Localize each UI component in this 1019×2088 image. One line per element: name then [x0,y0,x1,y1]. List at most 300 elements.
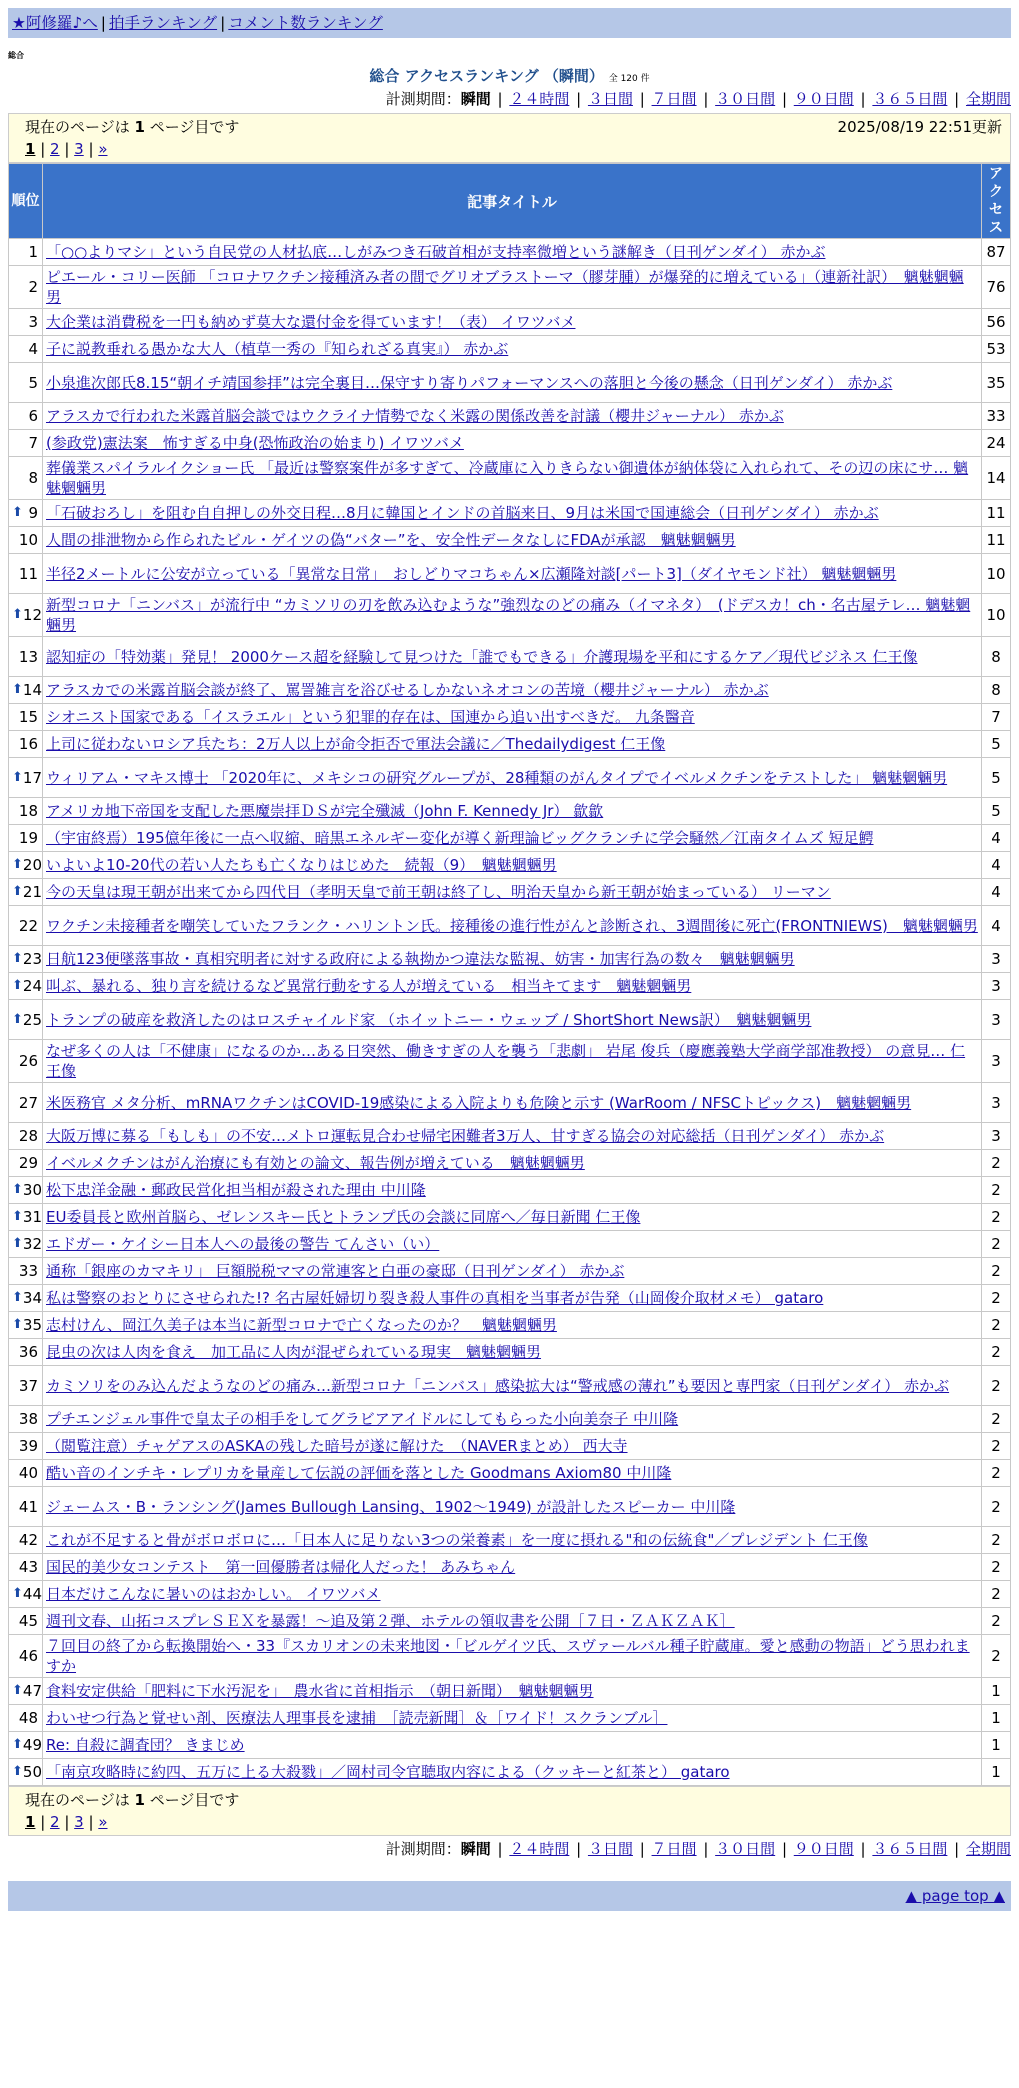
rank-up-arrow-icon: ⬆ [12,978,23,993]
rank-number: 48 [18,1709,38,1727]
rank-number: 10 [18,531,38,549]
access-count: 2 [982,1433,1011,1460]
period-bottom-option[interactable]: ２４時間 [509,1840,570,1858]
rank-cell [9,1678,43,1705]
table-row [9,1487,1011,1527]
rank-number: 9 [28,504,38,522]
rank-cell [9,1312,43,1339]
table-row [9,731,1011,758]
title-cell [43,1732,982,1759]
table-row [9,500,1011,527]
access-count: 1 [982,1705,1011,1732]
title-cell [43,266,982,309]
article-link[interactable]: 日本だけこんなに暑いのはおかしい。 イワツバメ [46,1585,381,1603]
rank-cell [9,1000,43,1040]
article-link[interactable]: 認知症の「特効薬」発見！ 2000ケース超を経験して見つけた「誰でもできる」介護現場を平和にするケア／現代ビジネス 仁王像 [46,647,918,666]
table-row [9,554,1011,594]
rank-cell [9,1083,43,1123]
title-cell [43,1231,982,1258]
article-link[interactable]: ジェームス・B・ランシング(James Bullough Lansing、1902～1949) が設計したスピーカー 中川隆 [46,1497,736,1516]
rank-number: 12 [22,606,42,624]
category-tag: 総合 [8,51,24,60]
table-row [9,1258,1011,1285]
article-link[interactable]: 葬儀業スパイラルイクショー氏 「最近は警察案件が多すぎて、冷蔵庫に入りきらない御遺体が納体袋に入れられて、その辺の床にサ… 魑魅魍魎男 [46,459,969,497]
rank-number: 32 [22,1235,42,1253]
table-row [9,309,1011,336]
rank-cell [9,457,43,500]
table-row [9,758,1011,798]
rank-cell [9,906,43,946]
title-cell [43,1177,982,1204]
table-row [9,1527,1011,1554]
article-link[interactable]: エドガー・ケイシー日本人への最後の警告 てんさい（い） [46,1235,440,1253]
title-cell [43,1000,982,1040]
rank-number: 19 [18,829,38,847]
article-link[interactable]: イベルメクチンはがん治療にも有効との論文、報告例が増えている 魑魅魍魎男 [46,1154,585,1172]
title-cell [43,1123,982,1150]
rank-number: 24 [22,977,42,995]
article-link[interactable]: わいせつ行為と覚せい剤、医療法人理事長を逮捕 ［読売新聞］＆［ワイド！スクランブル］ [46,1709,668,1727]
article-link[interactable]: いよいよ10-20代の若い人たちも亡くなりはじめた 続報（9） 魑魅魍魎男 [46,856,557,874]
rank-cell [9,758,43,798]
period-selector-top: 計測期間：瞬間 | ２４時間 | ３日間 | ７日間 | ３０日間 | ９０日間 | ３６５日間 | 全期間 [385,90,1011,108]
article-link[interactable]: 「石破おろし」を阻む自自押しの外交日程…8月に韓国とインドの首脳来日、9月は米国で国連総会（日刊ゲンダイ） 赤かぶ [46,504,879,522]
table-row [9,906,1011,946]
title-cell [43,1406,982,1433]
article-link[interactable]: （閲覧注意）チャゲアスのASKAの残した暗号が遂に解けた （NAVERまとめ） 西大寺 [46,1437,628,1455]
rank-number: 5 [28,373,38,392]
title-header: 記事タイトル [43,164,982,239]
table-row [9,1635,1011,1678]
access-count: 4 [982,906,1011,946]
access-count: 10 [982,594,1011,637]
rank-number: 26 [18,1052,38,1070]
table-row [9,1366,1011,1406]
rank-cell [9,704,43,731]
rank-number: 3 [28,313,38,331]
table-row [9,403,1011,430]
access-count: 56 [982,309,1011,336]
access-count: 2 [982,1406,1011,1433]
table-row [9,430,1011,457]
access-count: 2 [982,1312,1011,1339]
access-count: 76 [982,266,1011,309]
table-row [9,1040,1011,1083]
rank-up-arrow-icon: ⬆ [12,857,23,872]
period-top-option[interactable]: ２４時間 [509,90,570,108]
rank-number: 47 [22,1682,42,1700]
rank-cell [9,239,43,266]
item-count: 全 120 件 [608,74,650,84]
rank-cell [9,594,43,637]
period-top-option[interactable]: 全期間 [965,90,1011,108]
table-row [9,1285,1011,1312]
rank-number: 45 [18,1612,38,1630]
rank-cell [9,1732,43,1759]
period-selector-bottom: 計測期間：瞬間 | ２４時間 | ３日間 | ７日間 | ３０日間 | ９０日間 | ３６５日間 | 全期間 [385,1840,1011,1858]
table-row [9,1554,1011,1581]
title-cell [43,363,982,403]
article-link[interactable]: Re: 自殺に調査団？ きまじめ [46,1736,245,1754]
rank-number: 37 [18,1376,38,1395]
rank-up-arrow-icon: ⬆ [12,884,23,899]
rank-number: 16 [18,735,38,753]
article-link[interactable]: ワクチン未接種者を嘲笑していたフランク・ハリントン氏。接種後の進行性がんと診断され、3週間後に死亡(FRONTNIEWS) 魑魅魍魎男 [46,916,978,935]
table-row [9,879,1011,906]
article-link[interactable]: 大阪万博に募る「もしも」の不安…メトロ運転見合わせ帰宅困難者3万人、甘すぎる協会の対応総括（日刊ゲンダイ） 赤かぶ [46,1127,885,1145]
rank-cell [9,1204,43,1231]
title-cell [43,1460,982,1487]
rank-up-arrow-icon: ⬆ [12,1764,23,1779]
rank-cell [9,336,43,363]
rank-up-arrow-icon: ⬆ [12,1737,23,1752]
ranking-title: 総合 アクセスランキング （瞬間） [369,67,604,85]
rank-cell [9,825,43,852]
rank-cell [9,1705,43,1732]
access-count: 87 [982,239,1011,266]
article-link[interactable]: 大企業は消費税を一円も納めず莫大な還付金を得ています！（表） イワツバメ [46,313,576,331]
rank-number: 7 [28,434,38,452]
title-cell [43,798,982,825]
period-top-option[interactable]: ３日間 [587,90,633,108]
title-cell [43,500,982,527]
table-row [9,527,1011,554]
article-link[interactable]: 松下忠洋金融・郵政民営化担当相が殺された理由 中川隆 [46,1181,426,1199]
rank-number: 6 [28,407,38,425]
period-top-option[interactable]: ７日間 [651,90,697,108]
title-cell [43,239,982,266]
access-count: 4 [982,852,1011,879]
title-cell [43,1083,982,1123]
period-top-option[interactable]: ９０日間 [793,90,854,108]
access-count: 2 [982,1554,1011,1581]
article-link[interactable]: 「南京攻略時に約四、五万に上る大殺戮」／岡村司令官聴取内容による（クッキーと紅茶と） gataro [46,1763,730,1781]
rank-number: 4 [28,340,38,358]
title-cell [43,879,982,906]
rank-cell [9,731,43,758]
rank-number: 30 [22,1181,42,1199]
article-link[interactable]: アメリカ地下帝国を支配した悪魔崇拝ＤＳが完全殲滅（John F. Kennedy Jr） 歙歙 [46,802,604,820]
access-count: 2 [982,1258,1011,1285]
access-count: 8 [982,637,1011,677]
next-page-link[interactable]: » [98,140,108,158]
table-row [9,973,1011,1000]
rank-number: 31 [22,1208,42,1226]
table-row [9,1732,1011,1759]
period-top-option[interactable]: ３０日間 [715,90,776,108]
rank-number: 20 [22,856,42,874]
page-current: 1 [25,1813,36,1831]
rank-number: 8 [28,469,38,487]
article-link[interactable]: ウィリアム・マキス博士 「2020年に、メキシコの研究グループが、28種類のがんタイプでイベルメクチンをテストした」 魑魅魍魎男 [46,768,948,787]
access-count: 4 [982,879,1011,906]
table-row [9,457,1011,500]
title-cell [43,527,982,554]
table-row [9,1460,1011,1487]
article-link[interactable]: シオニスト国家である「イスラエル」という犯罪的存在は、国連から追い出すべきだ。 九条醫音 [46,708,695,726]
access-count: 3 [982,973,1011,1000]
table-row [9,1123,1011,1150]
article-link[interactable]: 酷い音のインチキ・レプリカを量産して伝説の評価を落とした Goodmans Axiom80 中川隆 [46,1464,672,1482]
rank-number: 39 [18,1437,38,1455]
page-info: 現在のページは 1 ページ目です [25,118,240,136]
access-count: 2 [982,1366,1011,1406]
article-link[interactable]: プチエンジェル事件で皇太子の相手をしてグラビアアイドルにしてもらった小向美奈子 中川隆 [46,1410,679,1428]
access-count: 5 [982,731,1011,758]
rank-number: 1 [28,243,38,261]
rank-cell [9,1339,43,1366]
article-link[interactable]: これが不足すると骨がボロボロに…「日本人に足りない3つの栄養素」を一度に摂れる"和の伝統食"／プレジデント 仁王像 [46,1531,868,1549]
article-link[interactable]: 昆虫の次は人肉を食え 加工品に人肉が混ぜられている現実 魑魅魍魎男 [46,1343,542,1361]
rank-cell [9,1177,43,1204]
title-cell [43,973,982,1000]
table-row [9,1678,1011,1705]
rank-cell [9,430,43,457]
home-link[interactable]: ★阿修羅♪へ [12,14,98,32]
rank-cell [9,500,43,527]
article-link[interactable]: 今の天皇は現王朝が出来てから四代目（孝明天皇で前王朝は終了し、明治天皇から新王朝が始まっている） リーマン [46,883,831,901]
rank-number: 49 [22,1736,42,1754]
title-cell [43,1339,982,1366]
table-row [9,1581,1011,1608]
page-top-link[interactable]: ▲ page top ▲ [905,1887,1005,1905]
table-row [9,852,1011,879]
article-link[interactable]: 私は警察のおとりにさせられた!? 名古屋妊婦切り裂き殺人事件の真相を当事者が告発（山岡俊介取材メモ） gataro [46,1289,824,1307]
access-count: 14 [982,457,1011,500]
rank-cell [9,1581,43,1608]
title-cell [43,1312,982,1339]
access-count: 3 [982,1083,1011,1123]
table-row [9,1312,1011,1339]
access-count: 1 [982,1678,1011,1705]
access-count: 2 [982,1527,1011,1554]
title-cell [43,554,982,594]
table-row [9,363,1011,403]
article-link[interactable]: 米医務官 メタ分析、mRNAワクチンはCOVID-19感染による入院よりも危険と示す (WarRoom / NFSCトピックス) 魑魅魍魎男 [46,1093,912,1112]
article-link[interactable]: 小泉進次郎氏8.15“朝イチ靖国参拝”は完全裏目…保守すり寄りパフォーマンスへの落胆と今後の懸念（日刊ゲンダイ） 赤かぶ [46,373,893,392]
rank-cell [9,1527,43,1554]
rank-up-arrow-icon: ⬆ [12,1182,23,1197]
rank-cell [9,266,43,309]
access-count: 11 [982,500,1011,527]
access-count: 11 [982,527,1011,554]
period-bottom-option[interactable]: 全期間 [965,1840,1011,1858]
article-link[interactable]: 「○○よりマシ」という自民党の人材払底…しがみつき石破首相が支持率微増という謎解き（日刊ゲンダイ） 赤かぶ [46,243,826,261]
title-cell [43,1040,982,1083]
title-cell [43,1635,982,1678]
rank-up-arrow-icon: ⬆ [12,1209,23,1224]
title-cell [43,1487,982,1527]
article-link[interactable]: 半径2メートルに公安が立っている「異常な日常」 おしどりマコちゃん×広瀬隆対談[パート3]（ダイヤモンド社） 魑魅魍魎男 [46,564,897,583]
title-cell [43,309,982,336]
period-top-option[interactable]: ３６５日間 [872,90,948,108]
article-link[interactable]: 上司に従わないロシア兵たち：2万人以上が命令拒否で軍法会議に／Thedailydigest 仁王像 [46,735,666,753]
title-cell [43,457,982,500]
rank-up-arrow-icon: ⬆ [12,1290,23,1305]
rank-up-arrow-icon: ⬆ [12,607,23,622]
title-cell [43,430,982,457]
page-current: 1 [25,140,36,158]
article-link[interactable]: 新型コロナ「ニンバス」が流行中 “カミソリの刃を飲み込むような”強烈なのどの痛み（イマネタ） (ドデスカ！ch・名古屋テレ… 魑魅魍魎男 [46,596,971,634]
comment-ranking-link[interactable]: コメント数ランキング [228,14,383,32]
title-cell [43,594,982,637]
rank-cell [9,1759,43,1786]
rank-number: 17 [22,768,42,787]
next-page-link[interactable]: » [98,1813,108,1831]
period-bottom-option[interactable]: ３日間 [587,1840,633,1858]
article-link[interactable]: 国民的美少女コンテスト 第一回優勝者は帰化人だった！ あみちゃん [46,1558,516,1576]
period-bottom-option[interactable]: ３０日間 [715,1840,776,1858]
rank-up-arrow-icon: ⬆ [12,505,23,520]
table-row [9,1608,1011,1635]
access-count: 2 [982,1204,1011,1231]
table-row [9,1231,1011,1258]
page-link[interactable]: 2 [50,1813,60,1831]
table-row [9,239,1011,266]
access-count: 2 [982,1339,1011,1366]
access-count: 4 [982,825,1011,852]
rank-number: 28 [18,1127,38,1145]
article-link[interactable]: 子に説教垂れる愚かな大人（植草一秀の『知られざる真実』） 赤かぶ [46,340,509,358]
page-links: 1 | 2 | 3 | » [25,140,108,158]
rank-cell [9,1150,43,1177]
title-cell [43,1258,982,1285]
rank-number: 35 [22,1316,42,1334]
article-link[interactable]: 叫ぶ、暴れる、独り言を続けるなど異常行動をする人が増えている 相当キてます 魑魅魍魎男 [46,977,692,995]
table-row [9,825,1011,852]
period-top-label: 計測期間： [385,90,461,108]
article-link[interactable]: カミソリをのみ込んだようなのどの痛み…新型コロナ「ニンバス」感染拡大は“警戒感の薄れ”も要因と専門家（日刊ゲンダイ） 赤かぶ [46,1376,950,1395]
rank-up-arrow-icon: ⬆ [12,1011,23,1027]
article-link[interactable]: アラスカで行われた米露首脳会談ではウクライナ情勢でなく米露の関係改善を討議（櫻井ジャーナル） 赤かぶ [46,407,784,425]
access-count: 33 [982,403,1011,430]
article-link[interactable]: アラスカでの米露首脳会談が終了、罵詈雑言を浴びせるしかないネオコンの苦境（櫻井ジャーナル） 赤かぶ [46,681,769,699]
article-link[interactable]: トランプの破産を救済したのはロスチャイルド家 （ホイットニー・ウェッブ / ShortShort News訳） 魑魅魍魎男 [46,1010,812,1029]
access-count: 35 [982,363,1011,403]
rank-up-arrow-icon: ⬆ [12,951,23,966]
article-link[interactable]: ７回目の終了から転換開始へ・33『スカリオンの未来地図・「ビルゲイツ氏、スヴァールバル種子貯蔵庫。愛と感動の物語」どう思われますか [46,1637,970,1675]
rank-cell [9,1231,43,1258]
table-row [9,1150,1011,1177]
access-count: 1 [982,1732,1011,1759]
page-link[interactable]: 2 [50,140,60,158]
page-links-bottom: 1 | 2 | 3 | » [25,1813,108,1831]
rank-number: 41 [18,1497,38,1516]
rank-number: 18 [18,802,38,820]
title-cell [43,852,982,879]
title-cell [43,1678,982,1705]
rank-cell [9,554,43,594]
table-row [9,266,1011,309]
bottom-bar [8,1881,1011,1911]
access-count: 53 [982,336,1011,363]
page-link[interactable]: 3 [74,1813,84,1831]
rank-up-arrow-icon: ⬆ [12,1586,23,1601]
rank-number: 40 [18,1464,38,1482]
rank-number: 46 [18,1647,38,1665]
table-row [9,336,1011,363]
page-info-bottom: 現在のページは 1 ページ目です [25,1791,240,1809]
period-bottom-current: 瞬間 [460,1840,491,1858]
table-row [9,946,1011,973]
rank-up-arrow-icon: ⬆ [12,1683,23,1698]
rank-cell [9,1554,43,1581]
access-count: 2 [982,1608,1011,1635]
article-link[interactable]: 志村けん、岡江久美子は本当に新型コロナで亡くなったのか？ 魑魅魍魎男 [46,1316,557,1334]
article-link[interactable]: 週刊文春、山拓コスプレＳＥＸを暴露！～追及第２弾、ホテルの領収書を公開［７日・ＺＡＫＺＡＫ］ [46,1612,735,1630]
access-count: 2 [982,1177,1011,1204]
access-count: 2 [982,1231,1011,1258]
access-count: 5 [982,798,1011,825]
rank-number: 23 [22,950,42,968]
table-row [9,1000,1011,1040]
rank-number: 36 [18,1343,38,1361]
article-link[interactable]: 人間の排泄物から作られたビル・ゲイツの偽“バター”を、安全性データなしにFDAが承認 魑魅魍魎男 [46,531,736,549]
title-cell [43,1608,982,1635]
clap-ranking-link[interactable]: 拍手ランキング [109,14,218,32]
access-count: 3 [982,946,1011,973]
access-header: アクセス [982,164,1011,239]
title-cell [43,946,982,973]
table-row [9,637,1011,677]
rank-number: 21 [22,883,42,901]
rank-number: 22 [18,916,38,935]
rank-number: 33 [18,1262,38,1280]
article-link[interactable]: EU委員長と欧州首脳ら、ゼレンスキー氏とトランプ氏の会談に同席へ／毎日新聞 仁王像 [46,1208,641,1226]
period-bottom-option[interactable]: ３６５日間 [872,1840,948,1858]
rank-cell [9,852,43,879]
period-bottom-option[interactable]: ９０日間 [793,1840,854,1858]
article-link[interactable]: ピエール・コリー医師 「コロナワクチン接種済み者の間でグリオブラストーマ（膠芽腫）が爆発的に増えている」（連新社訳） 魑魅魍魎男 [46,268,964,306]
title-cell [43,637,982,677]
rank-cell [9,309,43,336]
title-cell [43,825,982,852]
access-count: 2 [982,1460,1011,1487]
article-link[interactable]: （宇宙終焉）195億年後に一点へ収縮、暗黒エネルギー変化が導く新理論ビッグクランチに学会騒然／江南タイムズ 短足鰐 [46,829,874,847]
access-count: 2 [982,1635,1011,1678]
access-count: 3 [982,1123,1011,1150]
article-link[interactable]: (参政党)憲法案 怖すぎる中身(恐怖政治の始まり) イワツバメ [46,434,464,452]
access-count: 8 [982,677,1011,704]
rank-cell [9,1366,43,1406]
article-link[interactable]: 食料安定供給「肥料に下水汚泥を」 農水省に首相指示 （朝日新聞） 魑魅魍魎男 [46,1682,594,1700]
period-bottom-option[interactable]: ７日間 [651,1840,697,1858]
table-row [9,1339,1011,1366]
table-row [9,704,1011,731]
access-count: 7 [982,704,1011,731]
rank-cell [9,1635,43,1678]
rank-number: 25 [22,1010,42,1029]
rank-number: 27 [18,1093,38,1112]
article-link[interactable]: 通称「銀座のカマキリ」 巨額脱税ママの常連客と白亜の豪邸（日刊ゲンダイ） 赤かぶ [46,1262,625,1280]
rank-cell [9,879,43,906]
rank-number: 15 [18,708,38,726]
rank-cell [9,637,43,677]
access-count: 3 [982,1040,1011,1083]
access-count: 24 [982,430,1011,457]
article-link[interactable]: 日航123便墜落事故・真相究明者に対する政府による執拗かつ違法な監視、妨害・加害行為の数々 魑魅魍魎男 [46,950,795,968]
table-row [9,677,1011,704]
title-cell [43,403,982,430]
title-cell [43,1204,982,1231]
rank-cell [9,403,43,430]
title-cell [43,677,982,704]
page-link[interactable]: 3 [74,140,84,158]
title-cell [43,1527,982,1554]
table-row [9,594,1011,637]
article-link[interactable]: なぜ多くの人は「不健康」になるのか…ある日突然、働きすぎの人を襲う「悲劇」 岩尾 俊兵（慶應義塾大学商学部准教授） の意見… 仁王像 [46,1042,966,1080]
rank-cell [9,1040,43,1083]
